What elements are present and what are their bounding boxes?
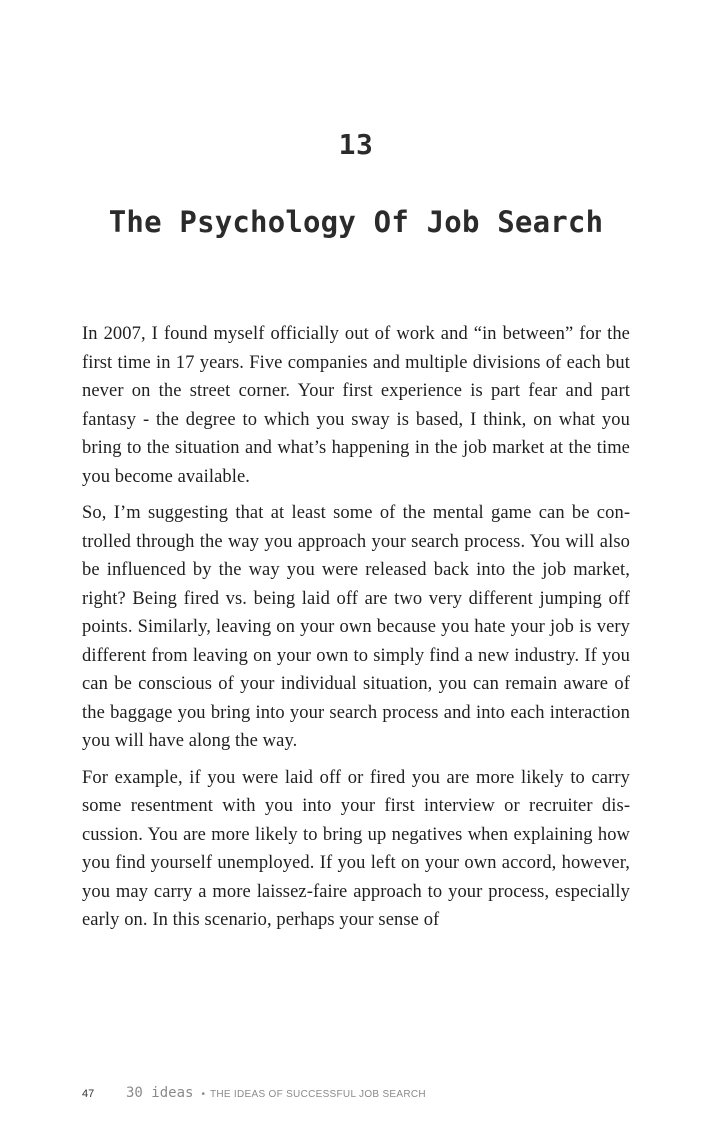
book-title: 30 ideas <box>126 1085 194 1101</box>
paragraph-2: So, I’m suggesting that at least some of the mental game can be controlled through the way you approach your search process. You will also be influenced by the way you were released back into the job market, right? Being fired vs. being laid off are two very different jumping off points. Similarly, leaving on your own because you hate your job is very different from leaving on your own to simply find a new industry. If you can be conscious of your individual situation, you can remain aware of the baggage you bring into your search process and into each interaction you will have along the way. <box>82 503 630 751</box>
page-number: 47 <box>82 1088 95 1100</box>
body-text <box>82 320 630 943</box>
paragraph-3: For example, if you were laid off or fired you are more likely to carry some resentment with you into your first interview or recruiter discussion. You are more likely to bring up negatives when explaining how you find yourself unemployed. If you left on your own accord, however, you may carry a more laissez-faire approach to your process, especially early on. In this scenario, perhaps your sense of <box>82 767 630 930</box>
paragraph-1: In 2007, I found myself officially out of work and “in between” for the first time in 17 years. Five companies and multiple divisions of each but never on the street corner. Your first experience is part fear and part fantasy - the degree to which you sway is based, I think, on what you bring to the situation and what’s happening in the job market at the time you become available. <box>82 324 630 487</box>
chapter-title: The Psychology Of Job Search <box>108 205 604 239</box>
chapter-number: 13 <box>338 128 374 161</box>
bullet-separator: • <box>201 1089 205 1100</box>
page-footer <box>82 1085 426 1105</box>
book-subtitle: THE IDEAS OF SUCCESSFUL JOB SEARCH <box>209 1089 426 1100</box>
